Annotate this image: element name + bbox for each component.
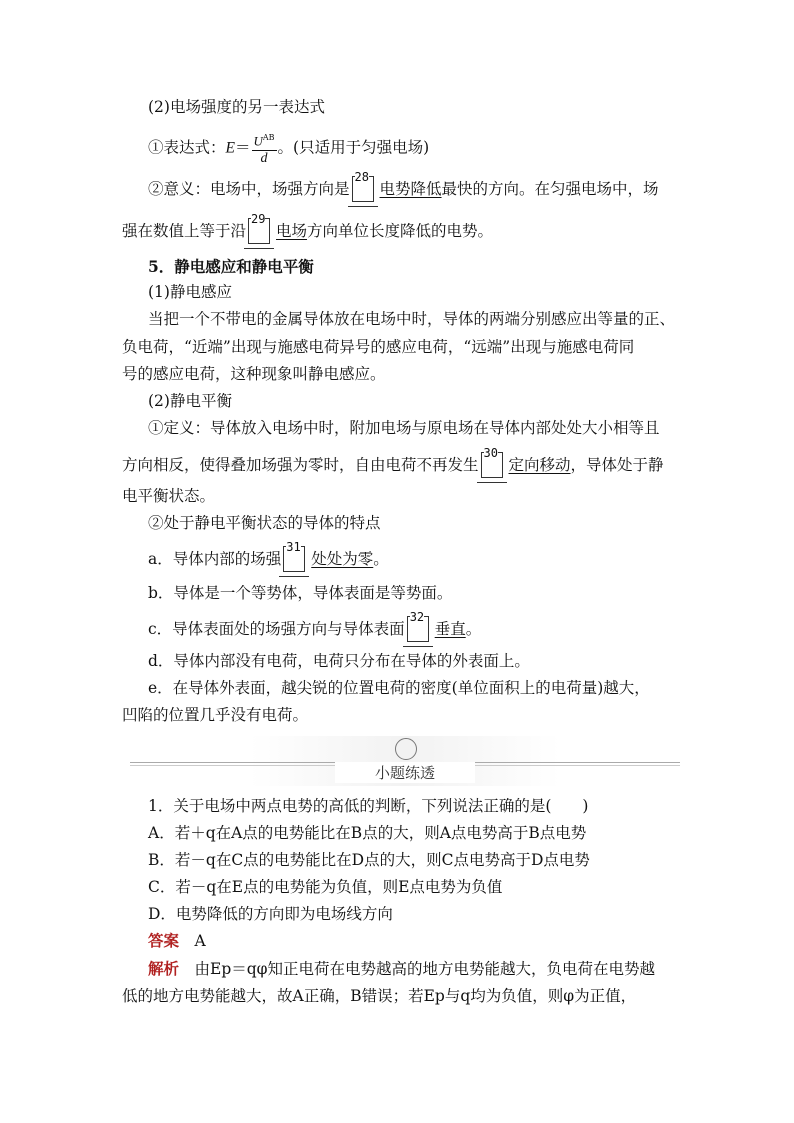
- definition-line-2: [122, 446, 664, 478]
- equals-sign: ＝: [234, 138, 251, 157]
- explanation-label: 解析: [148, 959, 180, 978]
- explanation-line-1: [148, 958, 655, 980]
- option-a: A．若＋q在A点的电势能比在B点的大，则A点电势高于B点电势: [148, 824, 587, 842]
- symbol-U: U: [253, 133, 263, 149]
- definition-line-3: 电平衡状态。: [122, 487, 216, 505]
- option-c: C．若－q在E点的电势能为负值，则E点电势为负值: [148, 878, 503, 896]
- banner-title: 小题练透: [335, 762, 475, 783]
- feature-c-text: c．导体表面处的场强方向与导体表面: [148, 620, 405, 638]
- answer-31: 处处为零: [311, 550, 374, 568]
- answer-29: 电场: [276, 222, 308, 240]
- feature-a-text: a．导体内部的场强: [148, 550, 282, 568]
- section-title-electrostatic: 5．静电感应和静电平衡: [148, 257, 314, 276]
- features-title: ②处于静电平衡状态的导体的特点: [148, 514, 381, 532]
- practice-banner: [250, 736, 560, 788]
- balance-title: (2)静电平衡: [148, 392, 232, 410]
- meaning-line-2: [122, 212, 494, 244]
- answer-32: 垂直: [434, 620, 466, 638]
- symbol-d: d: [260, 151, 268, 167]
- answer-28: 电势降低: [379, 180, 442, 198]
- meaning-text-1a: ②意义：电场中，场强方向是: [148, 180, 350, 198]
- answer-line: [148, 930, 206, 952]
- expression-suffix: 。(只适用于匀强电场): [277, 138, 430, 157]
- answer-box-28: [352, 170, 374, 202]
- feature-a-end: 。: [373, 550, 389, 568]
- meaning-text-2a: 强在数值上等于沿: [122, 222, 247, 240]
- feature-e-line-1: e．在导体外表面，越尖锐的位置电荷的密度(单位面积上的电荷量)越大，: [148, 679, 650, 697]
- meaning-text-2b: 方向单位长度降低的电势。: [307, 222, 494, 240]
- answer-box-32: [407, 610, 429, 642]
- meaning-text-1b: 最快的方向。在匀强电场中，场: [441, 180, 659, 198]
- induction-title: (1)静电感应: [148, 283, 232, 301]
- answer-number-29: 29: [251, 212, 266, 226]
- answer-number-28: 28: [354, 170, 369, 184]
- symbol-E: E: [225, 139, 235, 157]
- answer-box-31: [283, 540, 305, 572]
- induction-para-line-1: 当把一个不带电的金属导体放在电场中时，导体的两端分别感应出等量的正、: [148, 310, 676, 328]
- answer-box-29: [248, 212, 270, 244]
- definition-line-1: ①定义：导体放入电场中时，附加电场与原电场在导体内部处处大小相等且: [148, 419, 660, 437]
- answer-number-32: 32: [409, 610, 425, 624]
- feature-a: [148, 540, 389, 572]
- answer-value: A: [194, 932, 206, 950]
- subscript-AB: AB: [262, 133, 275, 142]
- answer-number-30: 30: [483, 446, 498, 460]
- fraction-U-over-d: [252, 130, 277, 167]
- induction-para-line-2: 负电荷，“近端”出现与施感电荷异号的感应电荷，“远端”出现与施感电荷同: [122, 338, 635, 356]
- feature-d: d．导体内部没有电荷，电荷只分布在导体的外表面上。: [148, 652, 530, 670]
- expression-prefix: ①表达式：: [148, 138, 226, 157]
- answer-30: 定向移动: [508, 456, 571, 474]
- answer-label: 答案: [148, 931, 180, 950]
- definition-text-2b: ，导体处于静: [570, 456, 664, 474]
- definition-text-2a: 方向相反，使得叠加场强为零时，自由电荷不再发生: [122, 456, 479, 474]
- feature-e-line-2: 凹陷的位置几乎没有电荷。: [122, 706, 309, 724]
- explanation-text-1: 由Ep＝qφ知正电荷在电势越高的地方电势能越大，负电荷在电势越: [194, 960, 656, 978]
- explanation-line-2: 低的地方电势能越大，故A正确，B错误；若Ep与q均为负值，则φ为正值，: [122, 987, 637, 1005]
- option-d: D．电势降低的方向即为电场线方向: [148, 905, 393, 923]
- answer-number-31: 31: [286, 540, 301, 554]
- expression-line: [148, 130, 429, 167]
- bulb-icon: [395, 738, 417, 760]
- feature-c: [148, 610, 482, 642]
- section-title-field-strength-expression: (2)电场强度的另一表达式: [148, 98, 325, 116]
- meaning-line-1: [148, 170, 659, 202]
- feature-b: b．导体是一个等势体，导体表面是等势面。: [148, 584, 453, 602]
- answer-box-30: [481, 446, 503, 478]
- induction-para-line-3: 号的感应电荷，这种现象叫静电感应。: [122, 365, 386, 383]
- question-1-stem: 1．关于电场中两点电势的高低的判断，下列说法正确的是( ): [148, 797, 589, 815]
- option-b: B．若－q在C点的电势能比在D点的大，则C点电势高于D点电势: [148, 851, 590, 869]
- feature-c-end: 。: [465, 620, 482, 638]
